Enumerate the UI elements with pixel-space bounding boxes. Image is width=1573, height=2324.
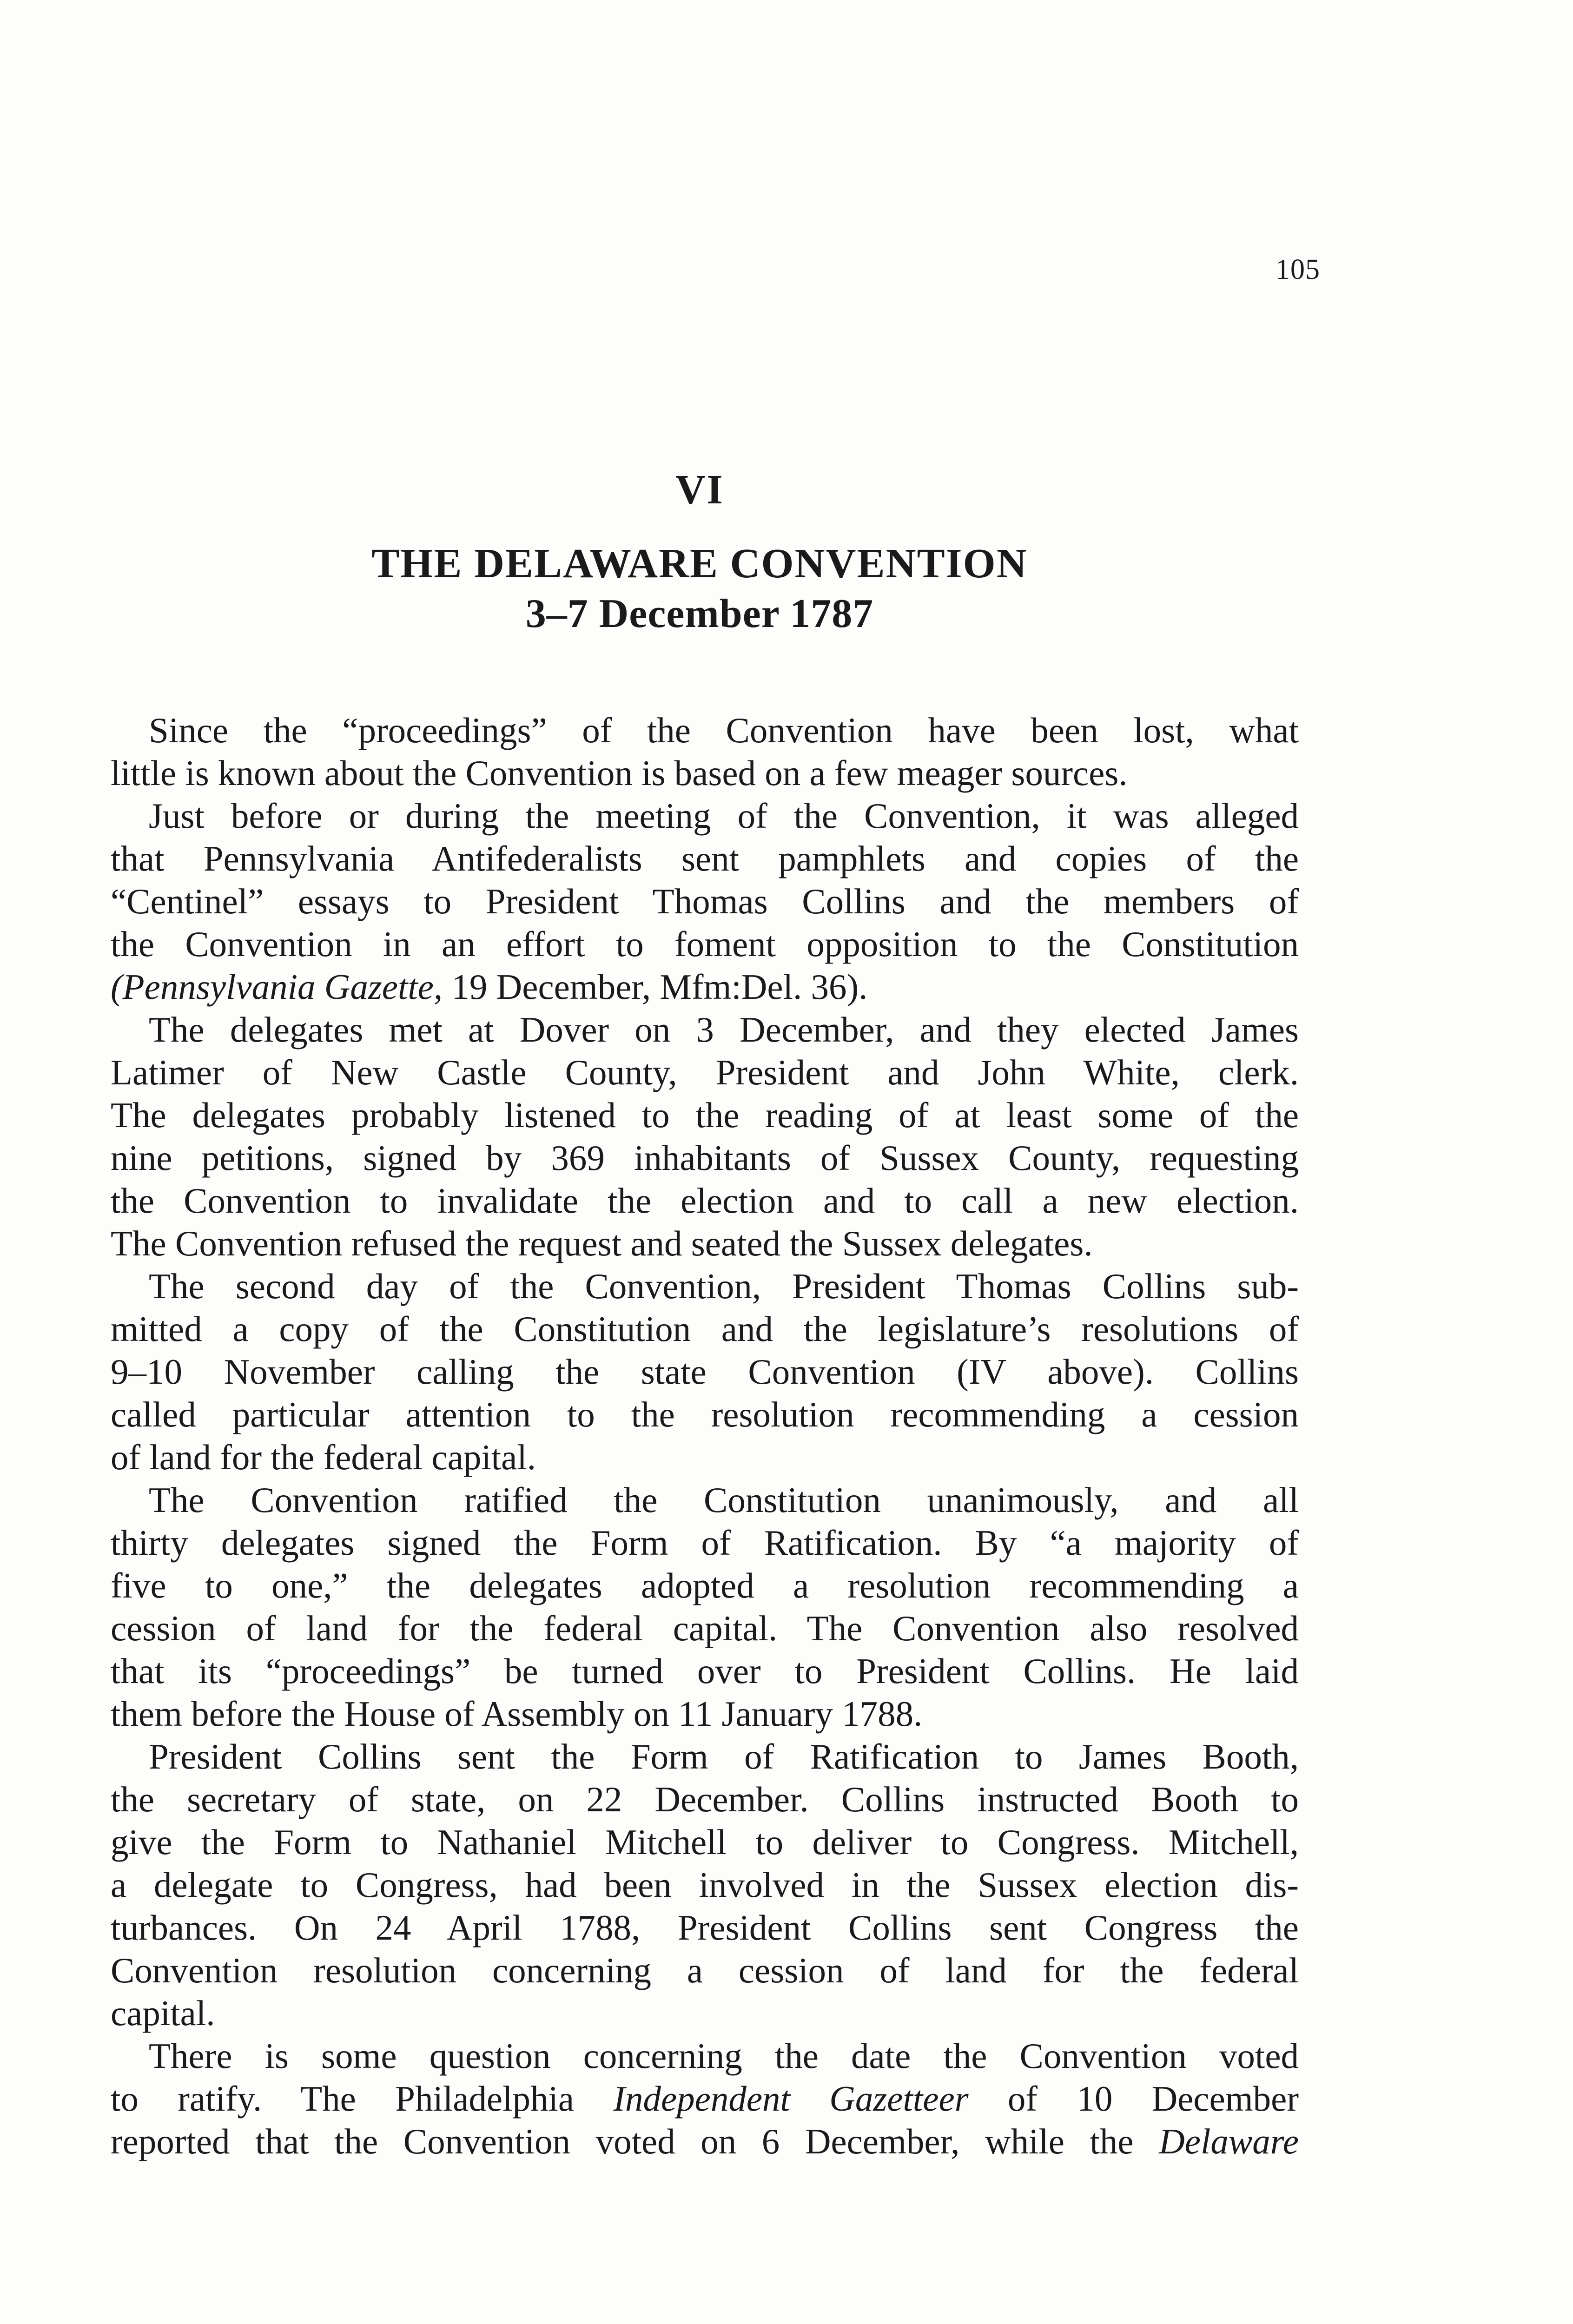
text-line: thirty delegates signed the Form of Ratification. By “a majority of xyxy=(111,1523,1299,1563)
paragraph xyxy=(111,2034,1299,2163)
paragraph xyxy=(111,1479,1299,1735)
text-line: them before the House of Assembly on 11 January 1788. xyxy=(111,1694,923,1734)
text-line: “Centinel” essays to President Thomas Collins and the members of xyxy=(111,881,1299,921)
text-line: the Convention to invalidate the election and to call a new election. xyxy=(111,1181,1299,1221)
text-line: The Convention ratified the Constitution unanimously, and all xyxy=(149,1480,1299,1520)
text-line: 9–10 November calling the state Convention (IV above). Collins xyxy=(111,1352,1299,1392)
newspaper-title: Independent Gazetteer xyxy=(613,2079,969,2119)
text-line: President Collins sent the Form of Ratification to James Booth, xyxy=(149,1736,1299,1776)
paragraph xyxy=(111,709,1299,794)
chapter-number: VI xyxy=(675,467,724,513)
text-segment: of 10 December xyxy=(968,2079,1299,2119)
text-line: little is known about the Convention is based on a few meager sources. xyxy=(111,753,1128,793)
text-line xyxy=(111,965,1299,1008)
newspaper-title: Delaware xyxy=(1159,2121,1299,2161)
body-text xyxy=(111,709,1299,2163)
text-line: Since the “proceedings” of the Convention have been lost, what xyxy=(149,710,1299,750)
text-line: capital. xyxy=(111,1993,215,2033)
text-line: of land for the federal capital. xyxy=(111,1437,536,1477)
page-number: 105 xyxy=(1276,254,1320,285)
paragraph xyxy=(111,1735,1299,2034)
text-line: five to one,” the delegates adopted a resolution recommending a xyxy=(111,1565,1299,1605)
text-segment: to ratify. The Philadelphia xyxy=(111,2079,575,2119)
text-line: There is some question concerning the date the Convention voted xyxy=(149,2036,1299,2076)
text-line: the Convention in an effort to foment opposition to the Constitution xyxy=(111,924,1299,964)
chapter-title: THE DELAWARE CONVENTION xyxy=(371,541,1028,587)
text-line: turbances. On 24 April 1788, President Collins sent Congress the xyxy=(111,1908,1299,1948)
text-line: a delegate to Congress, had been involved in the Sussex election dis- xyxy=(111,1865,1299,1905)
paragraph xyxy=(111,794,1299,1008)
text-line: mitted a copy of the Constitution and the legislature’s resolutions of xyxy=(111,1309,1299,1349)
paragraph xyxy=(111,1008,1299,1265)
paragraph xyxy=(111,1265,1299,1479)
text-segment: reported that the Convention voted on 6 December, while the xyxy=(111,2121,1159,2161)
text-line: that its “proceedings” be turned over to President Collins. He laid xyxy=(111,1651,1299,1691)
text-line: Convention resolution concerning a cession of land for the federal xyxy=(111,1950,1299,1990)
text-line: give the Form to Nathaniel Mitchell to deliver to Congress. Mitchell, xyxy=(111,1822,1299,1862)
text-line: the secretary of state, on 22 December. Collins instructed Booth to xyxy=(111,1779,1299,1819)
citation-source: (Pennsylvania Gazette, xyxy=(111,967,443,1007)
text-line xyxy=(111,2077,1299,2120)
text-line: The delegates met at Dover on 3 December, and they elected James xyxy=(149,1010,1299,1050)
text-line: Latimer of New Castle County, President and John White, clerk. xyxy=(111,1052,1299,1092)
text-line: called particular attention to the resolution recommending a cession xyxy=(111,1394,1299,1434)
text-line: The second day of the Convention, President Thomas Collins sub- xyxy=(149,1266,1299,1306)
text-line: The Convention refused the request and seated the Sussex delegates. xyxy=(111,1223,1093,1263)
text-line: cession of land for the federal capital. The Convention also resolved xyxy=(111,1608,1299,1648)
text-line: nine petitions, signed by 369 inhabitants of Sussex County, requesting xyxy=(111,1138,1299,1178)
chapter-dates: 3–7 December 1787 xyxy=(525,591,874,636)
citation-detail: 19 December, Mfm:Del. 36). xyxy=(443,967,868,1007)
text-line xyxy=(111,2120,1299,2163)
text-line: that Pennsylvania Antifederalists sent pamphlets and copies of the xyxy=(111,838,1299,878)
text-line: The delegates probably listened to the reading of at least some of the xyxy=(111,1095,1299,1135)
text-line: Just before or during the meeting of the Convention, it was alleged xyxy=(149,796,1299,836)
chapter-heading xyxy=(0,467,1399,637)
